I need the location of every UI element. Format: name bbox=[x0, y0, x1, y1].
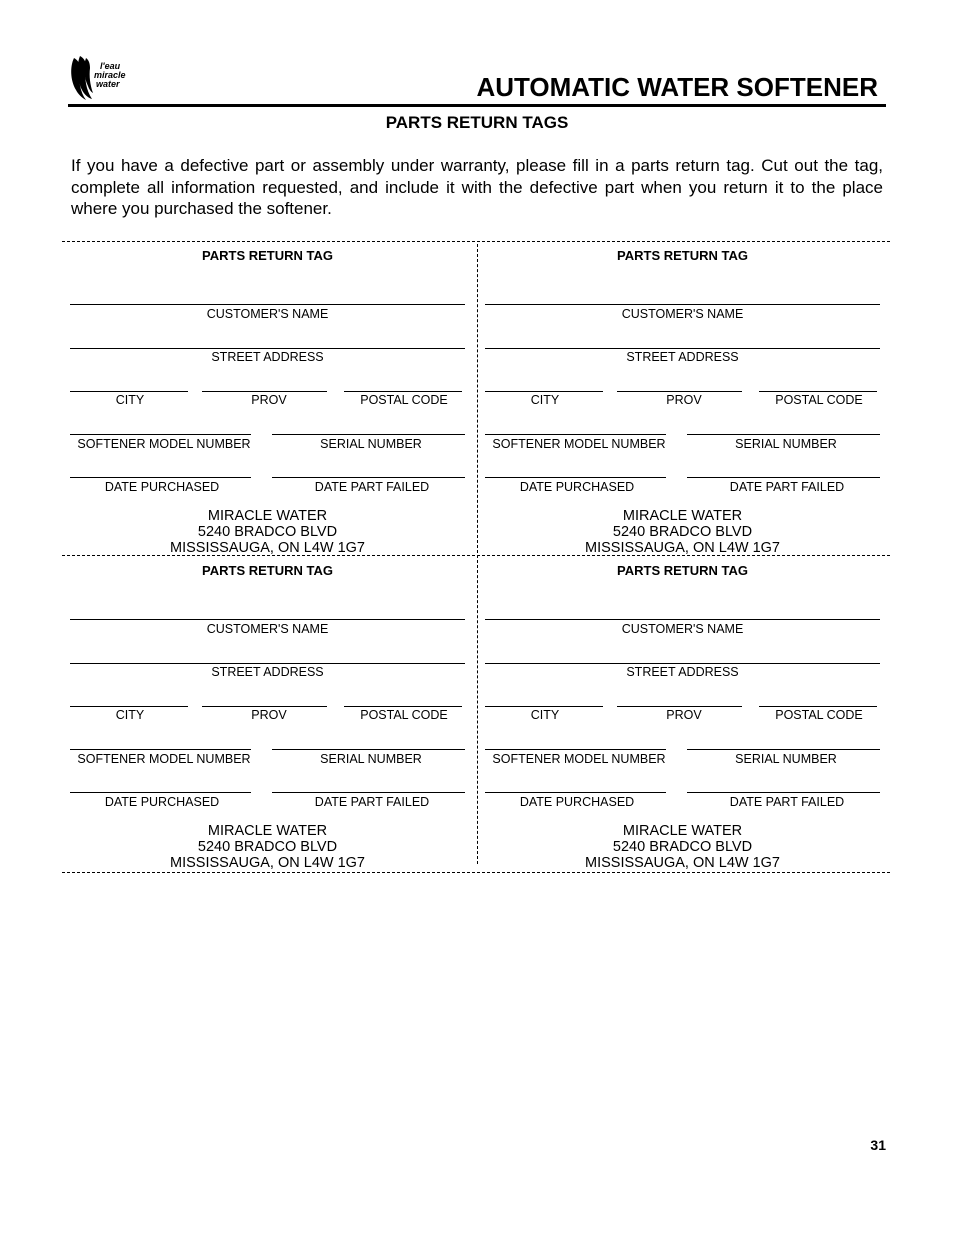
customer-name-field[interactable] bbox=[70, 304, 465, 305]
street-address-label: STREET ADDRESS bbox=[211, 350, 324, 364]
prov-field[interactable] bbox=[617, 391, 742, 392]
customer-name-label: CUSTOMER'S NAME bbox=[621, 307, 744, 321]
parts-return-tag bbox=[485, 557, 880, 871]
tag-title: PARTS RETURN TAG bbox=[202, 248, 333, 263]
customer-name-field[interactable] bbox=[70, 619, 465, 620]
prov-field[interactable] bbox=[202, 391, 327, 392]
model-number-label: SOFTENER MODEL NUMBER bbox=[77, 752, 251, 766]
customer-name-label: CUSTOMER'S NAME bbox=[206, 622, 329, 636]
postal-code-label: POSTAL CODE bbox=[360, 708, 448, 722]
address-line-3: MISSISSAUGA, ON L4W 1G7 bbox=[585, 855, 780, 871]
city-label: CITY bbox=[530, 393, 560, 407]
tag-title: PARTS RETURN TAG bbox=[617, 563, 748, 578]
street-address-label: STREET ADDRESS bbox=[626, 350, 739, 364]
cut-line-vertical bbox=[477, 244, 478, 864]
document-title: AUTOMATIC WATER SOFTENER bbox=[476, 72, 878, 102]
city-label: CITY bbox=[115, 708, 145, 722]
date-purchased-label: DATE PURCHASED bbox=[104, 795, 220, 809]
cut-line-bottom bbox=[62, 872, 890, 873]
section-title: PARTS RETURN TAGS bbox=[385, 113, 569, 132]
prov-label: PROV bbox=[251, 708, 287, 722]
tag-title: PARTS RETURN TAG bbox=[202, 563, 333, 578]
city-field[interactable] bbox=[485, 706, 603, 707]
serial-number-label: SERIAL NUMBER bbox=[320, 752, 422, 766]
city-field[interactable] bbox=[70, 391, 188, 392]
parts-return-tag bbox=[485, 242, 880, 556]
postal-code-label: POSTAL CODE bbox=[360, 393, 448, 407]
city-field[interactable] bbox=[70, 706, 188, 707]
street-address-field[interactable] bbox=[70, 348, 465, 349]
postal-code-field[interactable] bbox=[759, 706, 877, 707]
serial-number-field[interactable] bbox=[272, 749, 465, 750]
date-purchased-label: DATE PURCHASED bbox=[104, 480, 220, 494]
date-purchased-field[interactable] bbox=[485, 477, 666, 478]
date-part-failed-label: DATE PART FAILED bbox=[314, 480, 430, 494]
serial-number-label: SERIAL NUMBER bbox=[735, 752, 837, 766]
customer-name-label: CUSTOMER'S NAME bbox=[621, 622, 744, 636]
model-number-field[interactable] bbox=[485, 434, 666, 435]
serial-number-field[interactable] bbox=[272, 434, 465, 435]
date-part-failed-label: DATE PART FAILED bbox=[729, 795, 845, 809]
address-line-3: MISSISSAUGA, ON L4W 1G7 bbox=[170, 540, 365, 556]
prov-field[interactable] bbox=[617, 706, 742, 707]
date-part-failed-field[interactable] bbox=[272, 792, 465, 793]
postal-code-field[interactable] bbox=[759, 391, 877, 392]
serial-number-field[interactable] bbox=[687, 434, 880, 435]
postal-code-field[interactable] bbox=[344, 391, 462, 392]
return-address bbox=[485, 823, 880, 871]
serial-number-label: SERIAL NUMBER bbox=[735, 437, 837, 451]
tag-title: PARTS RETURN TAG bbox=[617, 248, 748, 263]
address-line-1: MIRACLE WATER bbox=[207, 823, 328, 839]
return-address bbox=[485, 508, 880, 556]
city-field[interactable] bbox=[485, 391, 603, 392]
date-purchased-field[interactable] bbox=[70, 792, 251, 793]
postal-code-field[interactable] bbox=[344, 706, 462, 707]
return-address bbox=[70, 823, 465, 871]
date-part-failed-label: DATE PART FAILED bbox=[314, 795, 430, 809]
model-number-field[interactable] bbox=[70, 749, 251, 750]
serial-number-field[interactable] bbox=[687, 749, 880, 750]
parts-return-tag bbox=[70, 242, 465, 556]
logo-line-2: miracle bbox=[94, 70, 126, 80]
address-line-3: MISSISSAUGA, ON L4W 1G7 bbox=[585, 540, 780, 556]
address-line-1: MIRACLE WATER bbox=[622, 823, 743, 839]
serial-number-label: SERIAL NUMBER bbox=[320, 437, 422, 451]
date-part-failed-field[interactable] bbox=[687, 477, 880, 478]
address-line-2: 5240 BRADCO BLVD bbox=[612, 839, 753, 855]
postal-code-label: POSTAL CODE bbox=[775, 393, 863, 407]
date-purchased-label: DATE PURCHASED bbox=[519, 795, 635, 809]
intro-paragraph: If you have a defective part or assembly under warranty, please fill in a parts return tag. Cut out the tag, complete all information requested, and include it with the defective part when you return it to the place where you purchased the softener. bbox=[71, 156, 883, 218]
date-part-failed-label: DATE PART FAILED bbox=[729, 480, 845, 494]
street-address-field[interactable] bbox=[485, 348, 880, 349]
address-line-3: MISSISSAUGA, ON L4W 1G7 bbox=[170, 855, 365, 871]
model-number-label: SOFTENER MODEL NUMBER bbox=[77, 437, 251, 451]
street-address-field[interactable] bbox=[485, 663, 880, 664]
prov-field[interactable] bbox=[202, 706, 327, 707]
street-address-field[interactable] bbox=[70, 663, 465, 664]
model-number-label: SOFTENER MODEL NUMBER bbox=[492, 437, 666, 451]
date-purchased-label: DATE PURCHASED bbox=[519, 480, 635, 494]
customer-name-field[interactable] bbox=[485, 619, 880, 620]
logo-line-1: l'eau bbox=[100, 61, 121, 71]
model-number-label: SOFTENER MODEL NUMBER bbox=[492, 752, 666, 766]
street-address-label: STREET ADDRESS bbox=[626, 665, 739, 679]
address-line-2: 5240 BRADCO BLVD bbox=[197, 524, 338, 540]
address-line-2: 5240 BRADCO BLVD bbox=[612, 524, 753, 540]
date-purchased-field[interactable] bbox=[485, 792, 666, 793]
city-label: CITY bbox=[115, 393, 145, 407]
page-number: 31 bbox=[870, 1137, 886, 1153]
address-line-2: 5240 BRADCO BLVD bbox=[197, 839, 338, 855]
postal-code-label: POSTAL CODE bbox=[775, 708, 863, 722]
date-purchased-field[interactable] bbox=[70, 477, 251, 478]
model-number-field[interactable] bbox=[70, 434, 251, 435]
prov-label: PROV bbox=[251, 393, 287, 407]
model-number-field[interactable] bbox=[485, 749, 666, 750]
parts-return-tag bbox=[70, 557, 465, 871]
title-rule bbox=[68, 104, 886, 107]
address-line-1: MIRACLE WATER bbox=[207, 508, 328, 524]
city-label: CITY bbox=[530, 708, 560, 722]
date-part-failed-field[interactable] bbox=[687, 792, 880, 793]
prov-label: PROV bbox=[666, 393, 702, 407]
prov-label: PROV bbox=[666, 708, 702, 722]
logo-text bbox=[92, 62, 126, 89]
street-address-label: STREET ADDRESS bbox=[211, 665, 324, 679]
logo-line-3: water bbox=[96, 79, 120, 89]
address-line-1: MIRACLE WATER bbox=[622, 508, 743, 524]
customer-name-field[interactable] bbox=[485, 304, 880, 305]
date-part-failed-field[interactable] bbox=[272, 477, 465, 478]
return-address bbox=[70, 508, 465, 556]
customer-name-label: CUSTOMER'S NAME bbox=[206, 307, 329, 321]
